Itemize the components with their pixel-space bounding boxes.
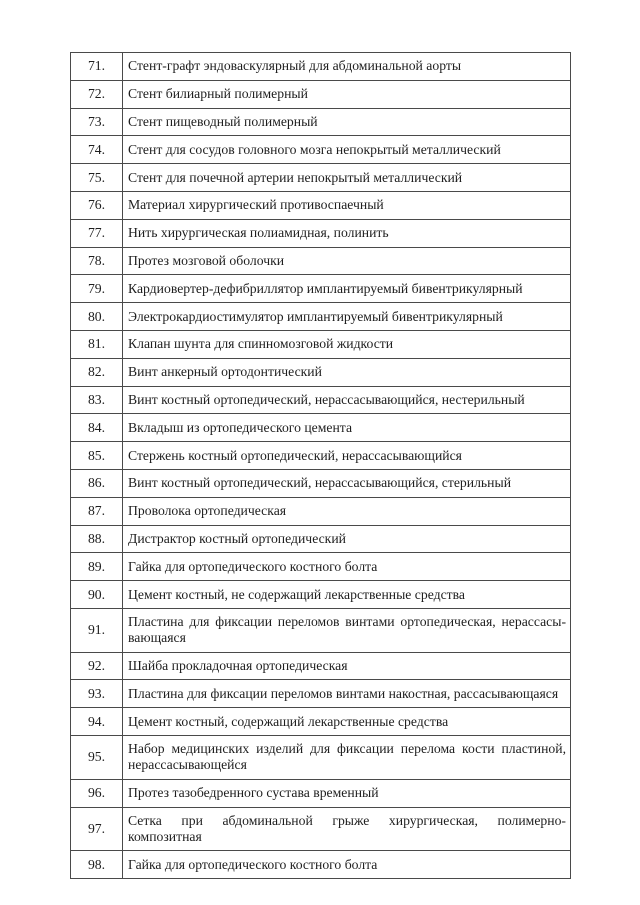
row-description	[123, 164, 570, 191]
row-description	[123, 275, 570, 302]
row-number: 72.	[71, 81, 123, 108]
table-row	[71, 387, 570, 415]
row-description	[123, 53, 570, 80]
row-number: 81.	[71, 331, 123, 358]
table-row	[71, 470, 570, 498]
table-row	[71, 708, 570, 736]
row-description	[123, 81, 570, 108]
table-row	[71, 653, 570, 681]
row-description	[123, 220, 570, 247]
row-number: 73.	[71, 109, 123, 136]
table-row	[71, 609, 570, 653]
row-description	[123, 851, 570, 878]
table-row	[71, 780, 570, 808]
row-description	[123, 808, 570, 851]
description-line: Стент билиарный полимерный	[128, 86, 308, 102]
row-number: 92.	[71, 653, 123, 680]
row-number: 84.	[71, 414, 123, 441]
row-description	[123, 553, 570, 580]
row-number: 95.	[71, 736, 123, 779]
row-description	[123, 581, 570, 608]
table-row	[71, 81, 570, 109]
row-number: 71.	[71, 53, 123, 80]
row-number: 82.	[71, 359, 123, 386]
description-line: Винт костный ортопедический, нерассасывающийся, нестерильный	[128, 391, 525, 407]
table-row	[71, 220, 570, 248]
table-row	[71, 553, 570, 581]
row-number: 98.	[71, 851, 123, 878]
table-row	[71, 851, 570, 879]
row-number: 88.	[71, 526, 123, 553]
description-line: Винт костный ортопедический, нерассасывающийся, стерильный	[128, 475, 512, 491]
description-line: Стент-графт эндоваскулярный для абдоминальной аорты	[128, 58, 462, 74]
table-row	[71, 303, 570, 331]
description-line: нерассасывающейся	[128, 757, 247, 773]
row-number: 79.	[71, 275, 123, 302]
description-line: Материал хирургический противоспаечный	[128, 197, 384, 213]
row-description	[123, 736, 570, 779]
description-line: Шайба прокладочная ортопедическая	[128, 658, 348, 674]
row-description	[123, 470, 570, 497]
row-number: 77.	[71, 220, 123, 247]
description-line: Стент пищеводный полимерный	[128, 113, 318, 129]
table-row	[71, 164, 570, 192]
row-number: 94.	[71, 708, 123, 735]
description-line: Клапан шунта для спинномозговой жидкости	[128, 336, 394, 352]
row-number: 89.	[71, 553, 123, 580]
row-number: 96.	[71, 780, 123, 807]
row-description	[123, 653, 570, 680]
row-number: 87.	[71, 498, 123, 525]
description-line: Набор медицинских изделий для фиксации перелома кости пластиной,	[128, 741, 566, 757]
row-description	[123, 387, 570, 414]
table-row	[71, 192, 570, 220]
table-row	[71, 526, 570, 554]
description-line: Электрокардиостимулятор имплантируемый бивентрикулярный	[128, 308, 503, 324]
table-row	[71, 248, 570, 276]
table-row	[71, 136, 570, 164]
description-line: Винт анкерный ортодонтический	[128, 364, 322, 380]
row-description	[123, 109, 570, 136]
row-description	[123, 136, 570, 163]
description-line: Протез тазобедренного сустава временный	[128, 785, 379, 801]
row-number: 93.	[71, 680, 123, 707]
table-row	[71, 498, 570, 526]
row-description	[123, 303, 570, 330]
description-line: Дистрактор костный ортопедический	[128, 530, 346, 546]
row-number: 83.	[71, 387, 123, 414]
description-line: Стент для почечной артерии непокрытый металлический	[128, 169, 463, 185]
row-number: 75.	[71, 164, 123, 191]
table-row	[71, 808, 570, 852]
medical-devices-table	[70, 52, 571, 879]
row-number: 80.	[71, 303, 123, 330]
row-description	[123, 414, 570, 441]
row-description	[123, 359, 570, 386]
row-number: 90.	[71, 581, 123, 608]
description-line: Цемент костный, не содержащий лекарственные средства	[128, 586, 465, 602]
row-number: 86.	[71, 470, 123, 497]
table-row	[71, 581, 570, 609]
description-line: Стержень костный ортопедический, нерассасывающийся	[128, 447, 462, 463]
table-row	[71, 736, 570, 780]
table-row	[71, 680, 570, 708]
row-description	[123, 609, 570, 652]
description-line: Гайка для ортопедического костного болта	[128, 856, 378, 872]
description-line: Сетка при абдоминальной грыже хирургическая, полимерно-	[128, 812, 566, 828]
row-number: 85.	[71, 442, 123, 469]
description-line: Пластина для фиксации переломов винтами накостная, рассасывающаяся	[128, 685, 559, 701]
description-line: Вкладыш из ортопедического цемента	[128, 419, 353, 435]
table-row	[71, 275, 570, 303]
description-line: Цемент костный, содержащий лекарственные средства	[128, 713, 449, 729]
row-description	[123, 331, 570, 358]
table-row	[71, 414, 570, 442]
row-description	[123, 442, 570, 469]
description-line: Кардиовертер-дефибриллятор имплантируемый бивентрикулярный	[128, 280, 523, 296]
description-line: Пластина для фиксации переломов винтами ортопедическая, нерассасы-	[128, 614, 566, 630]
row-description	[123, 680, 570, 707]
row-number: 74.	[71, 136, 123, 163]
description-line: Проволока ортопедическая	[128, 503, 287, 519]
table-row	[71, 442, 570, 470]
description-line: Протез мозговой оболочки	[128, 252, 285, 268]
table-row	[71, 331, 570, 359]
description-line: Гайка для ортопедического костного болта	[128, 558, 378, 574]
row-description	[123, 708, 570, 735]
row-description	[123, 498, 570, 525]
description-line: Нить хирургическая полиамидная, полинить	[128, 225, 389, 241]
row-number: 91.	[71, 609, 123, 652]
description-line: композитная	[128, 828, 202, 844]
row-number: 76.	[71, 192, 123, 219]
row-description	[123, 780, 570, 807]
table-row	[71, 109, 570, 137]
row-description	[123, 248, 570, 275]
description-line: вающаяся	[128, 630, 186, 646]
row-number: 97.	[71, 808, 123, 851]
table-row	[71, 53, 570, 81]
description-line: Стент для сосудов головного мозга непокрытый металлический	[128, 141, 501, 157]
row-number: 78.	[71, 248, 123, 275]
row-description	[123, 526, 570, 553]
row-description	[123, 192, 570, 219]
table-row	[71, 359, 570, 387]
